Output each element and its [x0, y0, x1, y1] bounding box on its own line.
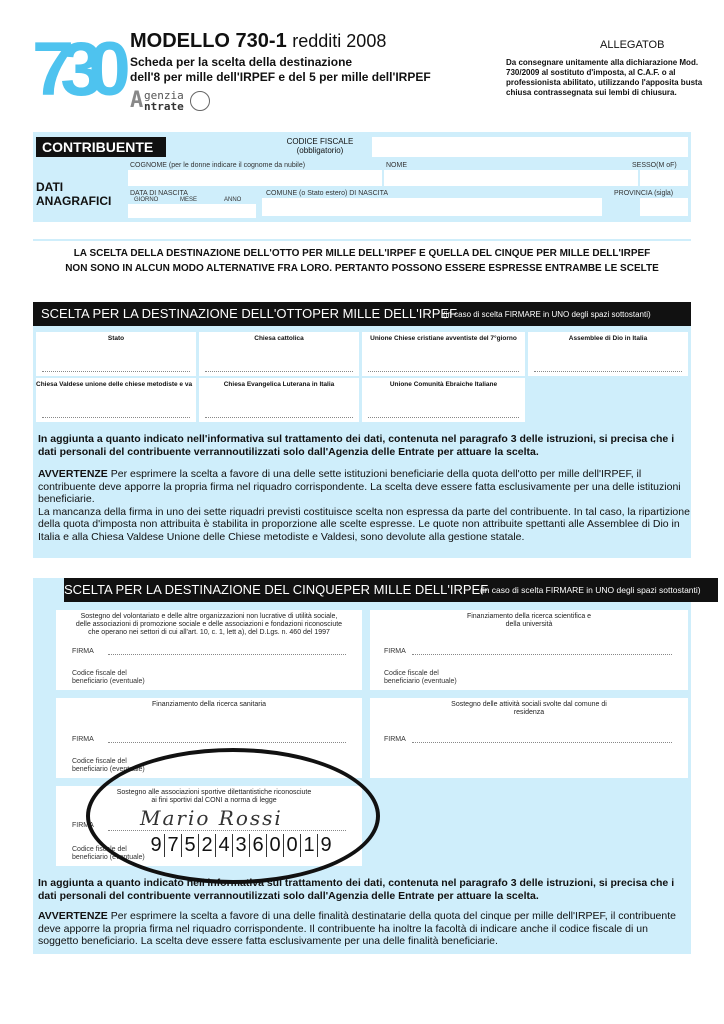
box-sportive-label: Sostegno alle associazioni sportive dilettantistiche riconosciute ai fini sportivi dal CONI a norma di legge — [116, 789, 312, 804]
box-ebraiche-firma-line — [368, 417, 519, 418]
box-chiesa-valdese-firma-line — [42, 417, 190, 418]
subtitle-line-2: dell'8 per mille dell'IRPEF e del 5 per mille dell'IRPEF — [130, 70, 431, 84]
box-chiesa-cattolica-firma-line — [205, 371, 353, 372]
provincia-input[interactable] — [640, 198, 688, 216]
sesso-input[interactable] — [640, 170, 688, 186]
codice-fiscale-label-2: (obbligatorio) — [296, 146, 344, 155]
box-chiesa-cattolica[interactable] — [199, 332, 359, 376]
digit: 7 — [165, 834, 182, 857]
otto-note: (in caso di scelta FIRMARE in UNO degli spazi sottostanti) — [443, 310, 651, 319]
subtitle — [130, 55, 431, 85]
cinque-avv-label: AVVERTENZE — [38, 910, 108, 922]
box-chiesa-valdese-label: Chiesa Valdese unione delle chiese metodiste e va — [36, 381, 193, 388]
anno-label: ANNO — [224, 197, 242, 203]
firma-line — [412, 742, 672, 743]
digit: 5 — [182, 834, 199, 857]
otto-title-bar — [33, 302, 691, 326]
cinque-info: In aggiunta a quanto indicato nell'informativa sul trattamento dei dati, contenuta nel paragrafo 3 delle istruzioni, si precisa che i dati personali del contribuente verrannoutilizzati solo dall'Agenzia delle Entrate per attuare la scelta. — [38, 877, 675, 902]
otto-avv-text: Per esprimere la scelta a favore di una delle sette istituzioni beneficiarie della quota dell'otto per mille dell'IRPEF, il contribuente deve apporre la propria firma nel riquadro corrispondente. La scelta deve essere fatta esclusivamente per una delle istituzioni beneficiarie. — [38, 468, 681, 505]
firma-line — [108, 654, 346, 655]
otto-avv-label: AVVERTENZE — [38, 468, 108, 480]
comune-label: COMUNE (o Stato estero) DI NASCITA — [266, 190, 389, 197]
box-chiesa-cattolica-label: Chiesa cattolica — [254, 335, 304, 342]
otto-boxes — [36, 332, 688, 422]
agency-line-1: genzia — [144, 89, 184, 102]
notice-line-2: NON SONO IN ALCUN MODO ALTERNATIVE FRA LORO. PERTANTO POSSONO ESSERE ESPRESSE ENTRAMBE LE SCELTE — [65, 263, 659, 274]
box-luterana[interactable] — [199, 378, 359, 422]
digit: 0 — [267, 834, 284, 857]
box-ricerca-sanitaria-label: Finanziamento della ricerca sanitaria — [152, 701, 266, 708]
codice-label-1: Codice fiscale del — [72, 758, 127, 765]
sesso-label: SESSO(M oF) — [632, 162, 677, 169]
box-luterana-firma-line — [205, 417, 353, 418]
delivery-note: Da consegnare unitamente alla dichiarazione Mod. 730/2009 al sostituto d'imposta, al C.A.F. o al professionista abilitato, utilizzando l'apposita busta chiusa contrassegnata sui lembi di chiusura. — [506, 58, 703, 97]
box-assemblee-dio-firma-line — [534, 371, 682, 372]
cognome-input[interactable] — [128, 170, 382, 186]
digit: 2 — [199, 834, 216, 857]
codice-fiscale-label-1: CODICE FISCALE — [286, 137, 354, 146]
box-ebraiche-label: Unione Comunità Ebraiche Italiane — [389, 381, 498, 388]
box-volontariato-label: Sostegno del volontariato e delle altre organizzazioni non lucrative di utilità sociale, delle associazioni di promozione sociale e delle associazioni e fondazioni riconosciute che operano nei settori di cui all'art. 10, c. 1, lett a), del D.Lgs. n. 460 del 1997 — [75, 613, 343, 636]
firma-line — [412, 654, 672, 655]
box-avventiste-firma-line — [368, 371, 519, 372]
codice-label-2: beneficiario (eventuale) — [72, 766, 145, 773]
codice-label-2: beneficiario (eventuale) — [384, 678, 457, 685]
codice-beneficiario-label — [384, 670, 457, 686]
codice-label-2: beneficiario (eventuale) — [72, 678, 145, 685]
box-stato-label: Stato — [107, 335, 125, 342]
cognome-label: COGNOME (per le donne indicare il cognome da nubile) — [130, 162, 306, 169]
otto-avvertenze — [38, 468, 690, 543]
box-ricerca-scientifica-label: Finanziamento della ricerca scientifica e della università — [466, 613, 592, 628]
box-assemblee-dio[interactable] — [528, 332, 688, 376]
agenzia-entrate-logo — [130, 90, 210, 112]
box-comune-label: Sostegno delle attività sociali svolte dal comune di residenza — [451, 701, 607, 716]
cinque-title: SCELTA PER LA DESTINAZIONE DEL CINQUEPER MILLE DELL'IRPEF — [64, 582, 489, 597]
cinque-box-ricerca-scientifica[interactable] — [370, 610, 688, 690]
digit: 9 — [320, 834, 332, 856]
codice-fiscale-label — [270, 137, 370, 155]
data-nascita-input[interactable] — [128, 204, 256, 218]
digit: 1 — [301, 834, 318, 857]
cinque-note: (in caso di scelta FIRMARE in UNO degli spazi sottostanti) — [480, 585, 701, 595]
codice-fiscale-input[interactable] — [372, 137, 688, 157]
mese-label: MESE — [180, 197, 198, 203]
dati-anagrafici-label — [36, 180, 111, 208]
notice-panel — [33, 239, 691, 241]
dati-label-1: DATI — [36, 180, 64, 194]
firma-label: FIRMA — [72, 736, 94, 743]
cinque-avv-text: Per esprimere la scelta a favore di una delle finalità destinatarie della quota del cinque per mille dell'IRPEF, il contribuente deve apporre la propria firma nel riquadro corrispondente. Il contribuente ha inoltre la facoltà di indicare anche il codice fiscale di un soggetto beneficiario. La scelta deve essere fatta esclusivamente per una delle finalità beneficiarie. — [38, 910, 676, 947]
firma-label: FIRMA — [384, 648, 406, 655]
allegato-label: ALLEGATOB — [600, 39, 665, 51]
box-avventiste-label: Unione Chiese cristiane avventiste del 7°giorno — [370, 335, 517, 342]
agency-a-icon: A — [130, 88, 144, 113]
emblem-icon — [190, 91, 210, 111]
notice-line-1: LA SCELTA DELLA DESTINAZIONE DELL'OTTO PER MILLE DELL'IRPEF E QUELLA DEL CINQUE PER MILLE DELL'IRPEF — [73, 248, 651, 259]
digit: 9 — [148, 834, 165, 857]
cinque-box-volontariato[interactable] — [56, 610, 362, 690]
box-stato[interactable] — [36, 332, 196, 376]
otto-info: In aggiunta a quanto indicato nell'informativa sul trattamento dei dati, contenuta nel paragrafo 3 delle istruzioni, si precisa che i dati personali del contribuente verrannoutilizzati solo dall'Agenzia delle Entrate per attuare la scelta. — [38, 433, 675, 458]
highlight-ellipse — [86, 748, 380, 884]
cinque-avvertenze — [38, 910, 690, 948]
box-chiesa-valdese[interactable] — [36, 378, 196, 422]
codice-beneficiario-label — [72, 670, 145, 686]
cinque-box-comune[interactable] — [370, 698, 688, 778]
digit: 6 — [250, 834, 267, 857]
nome-input[interactable] — [384, 170, 638, 186]
title-main: MODELLO 730-1 — [130, 30, 287, 52]
modello-730-logo — [32, 27, 124, 112]
box-ebraiche[interactable] — [362, 378, 525, 422]
comune-input[interactable] — [262, 198, 602, 216]
agency-line-2: ntrate — [144, 100, 184, 113]
contribuente-label: CONTRIBUENTE — [36, 137, 166, 157]
subtitle-line-1: Scheda per la scelta della destinazione — [130, 55, 353, 69]
cinque-title-bar — [64, 578, 718, 602]
codice-label-1: Codice fiscale del — [384, 670, 439, 677]
signature: Mario Rossi — [140, 806, 283, 830]
title-rest: redditi 2008 — [292, 31, 387, 51]
digit: 0 — [284, 834, 301, 857]
data-nascita-label: DATA DI NASCITA — [130, 190, 188, 197]
firma-line — [108, 742, 346, 743]
firma-label: FIRMA — [384, 736, 406, 743]
provincia-label: PROVINCIA (sigla) — [614, 190, 674, 197]
box-luterana-label: Chiesa Evangelica Luterana in Italia — [223, 381, 335, 388]
box-avventiste[interactable] — [362, 332, 525, 376]
firma-label: FIRMA — [72, 822, 94, 829]
codice-label-2: beneficiario (eventuale) — [72, 854, 145, 861]
digit: 3 — [233, 834, 250, 857]
otto-avv-text-2: La mancanza della firma in uno dei sette riquadri previsti costituisce scelta non espressa da parte del contribuente. In tal caso, la ripartizione della quota d'imposta non attribuita è stabilita in proporzione alle scelte espresse. Le quote non attribuite spettanti alle Assemblee di Dio in Italia e alla Chiesa Valdese Unione delle Chiese metodiste e Valdesi, sono devolute alla gestione statale. — [38, 505, 690, 543]
codice-label-1: Codice fiscale del — [72, 846, 127, 853]
otto-title: SCELTA PER LA DESTINAZIONE DELL'OTTOPER MILLE DELL'IRPEF — [41, 306, 458, 321]
box-stato-firma-line — [42, 371, 190, 372]
digit: 4 — [216, 834, 233, 857]
box-assemblee-dio-label: Assemblee di Dio in Italia — [568, 335, 648, 342]
dati-label-2: ANAGRAFICI — [36, 194, 112, 208]
notice-text — [33, 246, 691, 276]
firma-label: FIRMA — [72, 648, 94, 655]
nome-label: NOME — [386, 162, 407, 169]
giorno-label: GIORNO — [134, 197, 159, 203]
page-title — [130, 30, 386, 53]
logo-number: 730 — [32, 27, 117, 112]
codice-label-1: Codice fiscale del — [72, 670, 127, 677]
